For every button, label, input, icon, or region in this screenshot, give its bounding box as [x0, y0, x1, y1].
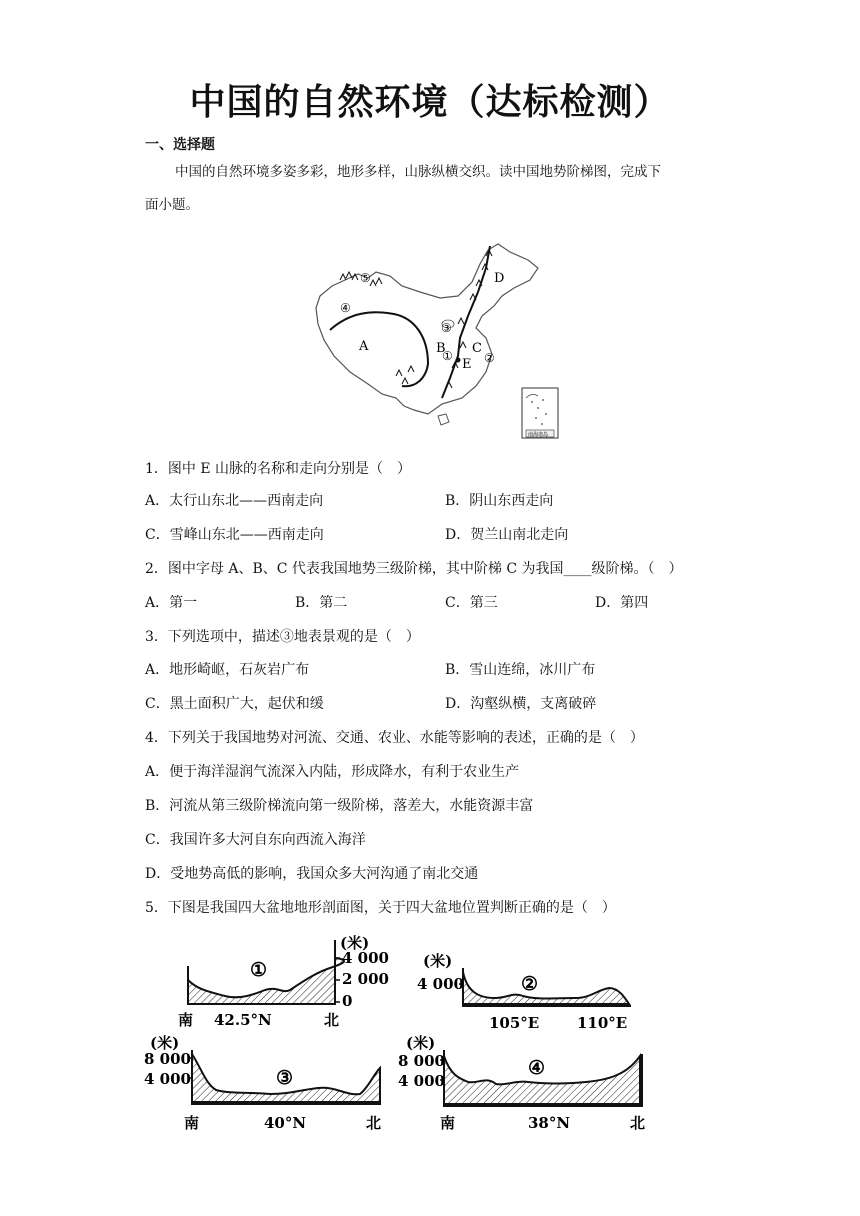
profile-1-tick-4000: 4 000 [342, 949, 389, 967]
page-title: 中国的自然环境（达标检测） [189, 82, 671, 123]
map-label-circled-1: ① [442, 349, 453, 363]
china-outline [316, 244, 538, 414]
map-label-d: D [494, 271, 505, 286]
basin-profile-4 [396, 1028, 652, 1134]
question-5-stem: 5．下图是我国四大盆地地形剖面图，关于四大盆地位置判断正确的是（ ） [145, 900, 616, 916]
profile-1-latitude: 42.5°N [214, 1011, 272, 1028]
profile-4-number: ④ [528, 1057, 546, 1079]
question-2-option-c[interactable]: C．第三 [445, 595, 498, 611]
profile-2-unit: (米) [423, 952, 453, 970]
profile-4-unit: (米) [406, 1034, 436, 1052]
question-4-stem: 4．下列关于我国地势对河流、交通、农业、水能等影响的表述，正确的是（ ） [145, 730, 644, 746]
question-2-option-d[interactable]: D．第四 [595, 595, 649, 611]
map-label-b: B [436, 341, 446, 356]
map-label-circled-5: ⑤ [360, 271, 371, 285]
profile-2-longitude-110: 110°E [577, 1014, 628, 1032]
profile-1-north: 北 [324, 1011, 340, 1028]
map-label-circled-4: ④ [340, 301, 351, 315]
question-2-stem: 2．图中字母 A、B、C 代表我国地势三级阶梯，其中阶梯 C 为我国____级阶梯。（ ） [145, 561, 683, 577]
map-label-circled-3: ③ [441, 321, 452, 335]
question-4-option-a[interactable]: A．便于海洋湿润气流深入内陆，形成降水，有利于农业生产 [145, 764, 520, 780]
profile-1-tick-2000: 2 000 [342, 970, 389, 988]
question-2-option-b[interactable]: B．第二 [295, 595, 348, 611]
china-terrain-map [310, 238, 562, 442]
profile-3-tick-4000: 4 000 [144, 1070, 191, 1088]
profile-4-tick-4000: 4 000 [398, 1072, 445, 1090]
profile-1-unit: (米) [340, 934, 370, 952]
question-1-option-c[interactable]: C．雪峰山东北——西南走向 [145, 527, 324, 543]
question-3-option-d[interactable]: D．沟壑纵横，支离破碎 [445, 696, 597, 712]
map-label-e: E [462, 357, 472, 372]
map-label-circled-2: ② [484, 351, 495, 365]
profile-2-number: ② [521, 973, 539, 995]
profile-2-longitude-105: 105°E [489, 1014, 540, 1032]
basin-profile-3 [140, 1028, 390, 1134]
profile-3-north: 北 [366, 1114, 382, 1132]
question-1-option-d[interactable]: D．贺兰山南北走向 [445, 527, 569, 543]
question-3-option-a[interactable]: A．地形崎岖，石灰岩广布 [145, 662, 310, 678]
profile-4-south: 南 [440, 1114, 456, 1132]
first-step-boundary [330, 312, 428, 386]
map-label-a: A [359, 339, 369, 354]
profile-4-tick-8000: 8 000 [398, 1052, 445, 1070]
inset-label: 南海诸岛 [528, 432, 549, 438]
question-1-option-a[interactable]: A．太行山东北——西南走向 [145, 493, 324, 509]
profile-3-south: 南 [184, 1114, 200, 1132]
intro-line-2: 面小题。 [145, 197, 199, 213]
question-4-option-b[interactable]: B．河流从第三级阶梯流向第一级阶梯，落差大，水能资源丰富 [145, 798, 534, 814]
map-label-c: C [472, 341, 482, 356]
question-1-option-b[interactable]: B．阴山东西走向 [445, 493, 554, 509]
profile-1-number: ① [250, 959, 268, 981]
basin-profile-1 [170, 928, 420, 1028]
profile-4-north: 北 [630, 1114, 646, 1132]
profile-1-tick-0: 0 [342, 992, 353, 1010]
question-4-option-d[interactable]: D．受地势高低的影响，我国众多大河沟通了南北交通 [145, 866, 479, 882]
profile-2-tick-4000: 4 000 [417, 975, 464, 993]
profile-3-latitude: 40°N [264, 1114, 307, 1132]
section-heading: 一、选择题 [145, 137, 215, 153]
profile-3-unit: (米) [150, 1034, 180, 1052]
profile-2-terrain [463, 972, 629, 1004]
question-3-stem: 3．下列选项中，描述③地表景观的是（ ） [145, 629, 420, 645]
profile-3-number: ③ [276, 1067, 294, 1089]
question-1-stem: 1．图中 E 山脉的名称和走向分别是（ ） [145, 461, 412, 477]
profile-4-latitude: 38°N [528, 1114, 571, 1132]
question-4-option-c[interactable]: C．我国许多大河自东向西流入海洋 [145, 832, 366, 848]
profile-3-tick-8000: 8 000 [144, 1050, 191, 1068]
question-3-option-b[interactable]: B．雪山连绵，冰川广布 [445, 662, 596, 678]
question-3-option-c[interactable]: C．黑土面积广大，起伏和缓 [145, 696, 324, 712]
intro-line-1: 中国的自然环境多姿多彩，地形多样，山脉纵横交织。读中国地势阶梯图，完成下 [175, 164, 661, 180]
profile-1-south: 南 [178, 1011, 194, 1028]
question-2-option-a[interactable]: A．第一 [145, 595, 198, 611]
basin-profile-2 [415, 950, 645, 1032]
